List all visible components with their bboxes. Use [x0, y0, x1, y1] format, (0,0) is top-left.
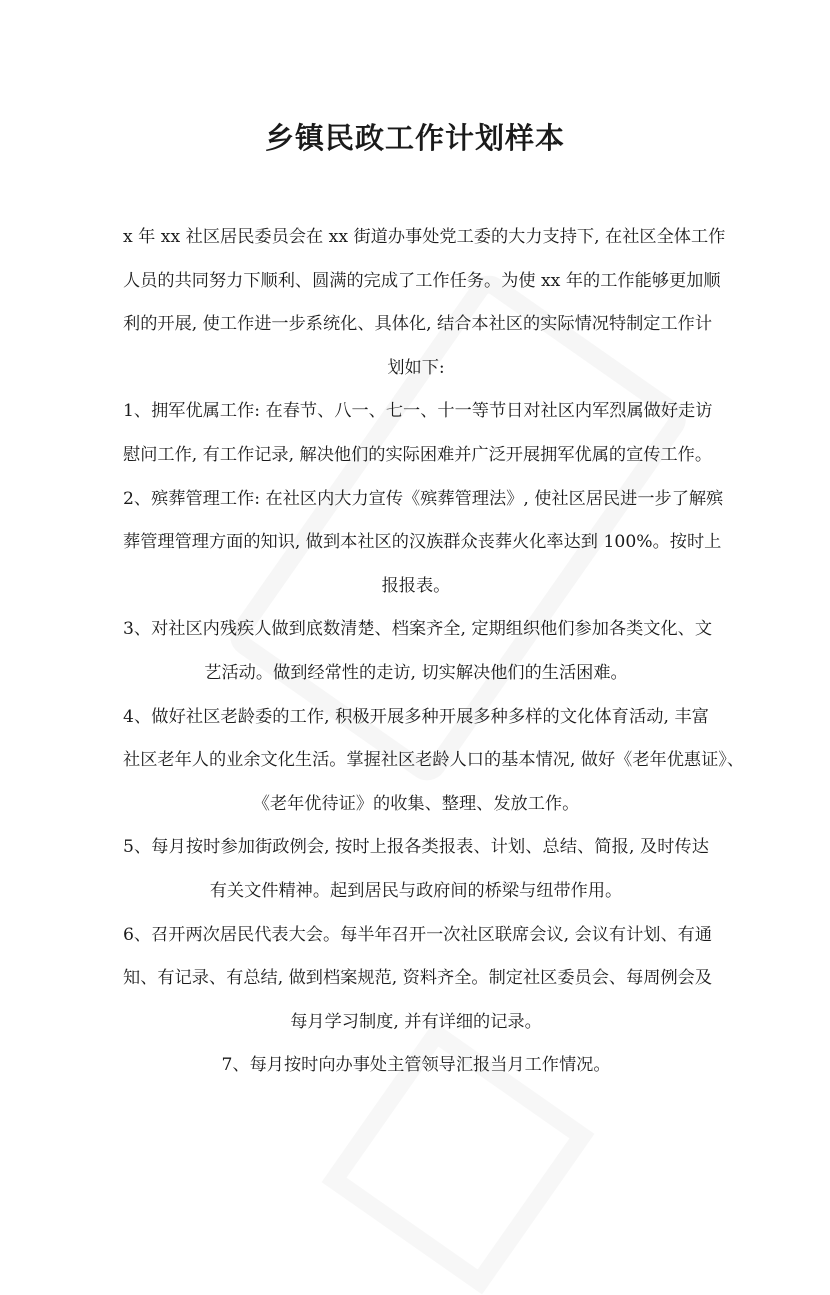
- text-line: 艺活动。做到经常性的走访, 切实解决他们的生活困难。: [204, 662, 628, 683]
- text-line: 《老年优待证》的收集、整理、发放工作。: [252, 793, 580, 814]
- text-line: 划如下:: [387, 357, 445, 378]
- text-line: 报报表。: [381, 575, 451, 596]
- text-line: 6、召开两次居民代表大会。每半年召开一次社区联席会议, 会议有计划、有通: [123, 924, 713, 945]
- page-title: 乡镇民政工作计划样本: [264, 121, 565, 155]
- text-line: 5、每月按时参加街政例会, 按时上报各类报表、计划、总结、简报, 及时传达: [123, 837, 709, 858]
- text-line: 利的开展, 使工作进一步系统化、具体化, 结合本社区的实际情况特制定工作计: [123, 314, 713, 335]
- document-body: [123, 216, 745, 1088]
- text-line: 4、做好社区老龄委的工作, 积极开展多种开展多种多样的文化体育活动, 丰富: [123, 706, 709, 727]
- text-line: 2、殡葬管理工作: 在社区内大力宣传《殡葬管理法》, 使社区居民进一步了解殡: [123, 488, 724, 509]
- text-line: 慰问工作, 有工作记录, 解决他们的实际困难并广泛开展拥军优属的宣传工作。: [123, 444, 713, 465]
- text-line: 葬管理管理方面的知识, 做到本社区的汉族群众丧葬火化率达到 100%。按时上: [123, 532, 722, 553]
- text-line: 有关文件精神。起到居民与政府间的桥梁与纽带作用。: [209, 880, 623, 901]
- text-line: 人员的共同努力下顺利、圆满的完成了工作任务。为使 xx 年的工作能够更加顺: [123, 270, 721, 291]
- text-line: 7、每月按时向办事处主管领导汇报当月工作情况。: [221, 1055, 611, 1076]
- text-line: 知、有记录、有总结, 做到档案规范, 资料齐全。制定社区委员会、每周例会及: [123, 968, 713, 989]
- text-line: 3、对社区内残疾人做到底数清楚、档案齐全, 定期组织他们参加各类文化、文: [123, 619, 713, 640]
- text-line: 每月学习制度, 并有详细的记录。: [290, 1011, 542, 1032]
- text-line: 1、拥军优属工作: 在春节、八一、七一、十一等节日对社区内军烈属做好走访: [123, 401, 713, 422]
- text-line: x 年 xx 社区居民委员会在 xx 街道办事处党工委的大力支持下, 在社区全体工作: [123, 227, 726, 247]
- text-line: 社区老年人的业余文化生活。掌握社区老龄人口的基本情况, 做好《老年优惠证》、: [123, 750, 745, 771]
